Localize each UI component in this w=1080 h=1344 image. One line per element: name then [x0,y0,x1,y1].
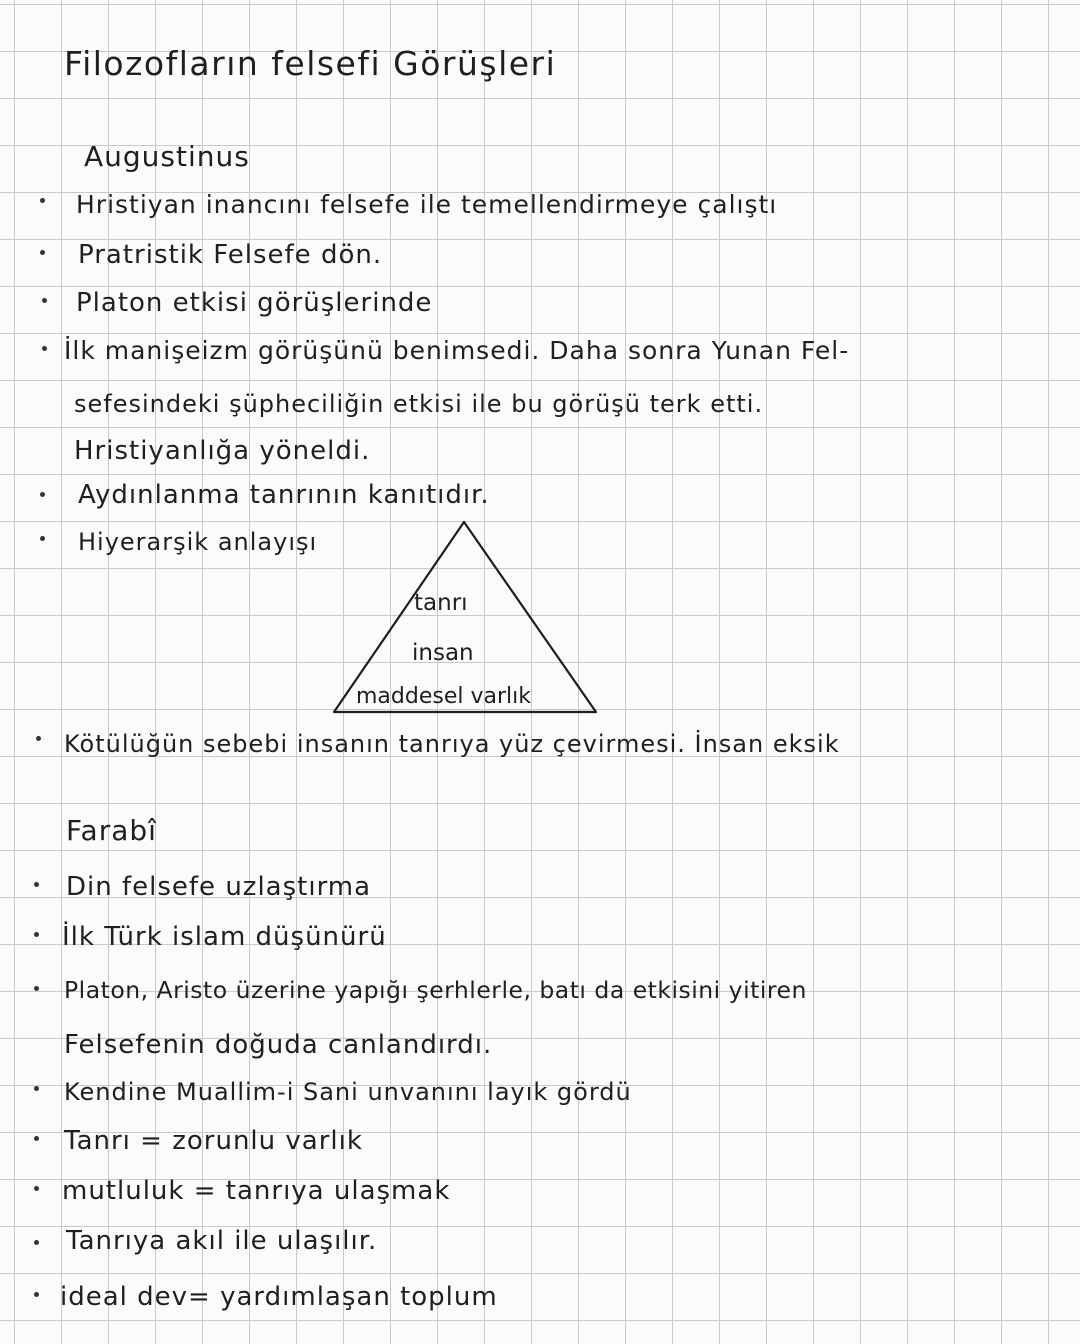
bullet-dot [36,736,41,741]
bullet-dot [40,536,45,541]
bullet-dot [34,932,39,937]
note-line: Tanrı = zorunlu varlık [64,1126,363,1156]
hierarchy-level-middle: insan [412,640,474,666]
note-line: Hiyerarşik anlayışı [78,528,318,556]
section-heading-farabi: Farabî [66,814,157,847]
note-line: İlk Türk islam düşünürü [62,922,387,952]
note-line: Kendine Muallim-i Sani unvanını layık gördü [64,1078,632,1106]
bullet-dot [34,1136,39,1141]
hierarchy-level-top: tanrı [414,590,468,616]
bullet-dot [34,1086,39,1091]
note-line: Felsefenin doğuda canlandırdı. [64,1030,493,1060]
bullet-dot [42,298,47,303]
note-line: sefesindeki şüpheciliğin etkisi ile bu görüşü terk etti. [74,390,764,418]
note-line: Hristiyan inancını felsefe ile temellendirmeye çalıştı [76,190,778,219]
note-line: Aydınlanma tanrının kanıtıdır. [78,480,490,510]
bullet-dot [34,1292,39,1297]
bullet-dot [40,198,45,203]
note-line: Platon etkisi görüşlerinde [76,288,433,318]
note-line: Platon, Aristo üzerine yapığı şerhlerle, batı da etkisini yitiren [64,976,807,1004]
note-line: Kötülüğün sebebi insanın tanrıya yüz çevirmesi. İnsan eksik [64,730,840,758]
note-line: mutluluk = tanrıya ulaşmak [62,1176,451,1206]
page-title: Filozofların felsefi Görüşleri [64,44,557,83]
bullet-dot [34,986,39,991]
bullet-dot [40,250,45,255]
section-heading-augustinus: Augustinus [84,140,250,173]
note-line: Tanrıya akıl ile ulaşılır. [66,1226,378,1256]
note-line: Pratristik Felsefe dön. [78,240,383,270]
note-line: Hristiyanlığa yöneldi. [74,436,371,466]
bullet-dot [42,346,47,351]
note-line: İlk manişeizm görüşünü benimsedi. Daha sonra Yunan Fel- [64,336,850,365]
bullet-dot [34,1240,39,1245]
bullet-dot [40,492,45,497]
bullet-dot [34,1186,39,1191]
note-line: Din felsefe uzlaştırma [66,872,372,902]
note-line: ideal dev= yardımlaşan toplum [60,1282,498,1312]
hierarchy-level-bottom: maddesel varlık [356,684,531,709]
bullet-dot [34,882,39,887]
